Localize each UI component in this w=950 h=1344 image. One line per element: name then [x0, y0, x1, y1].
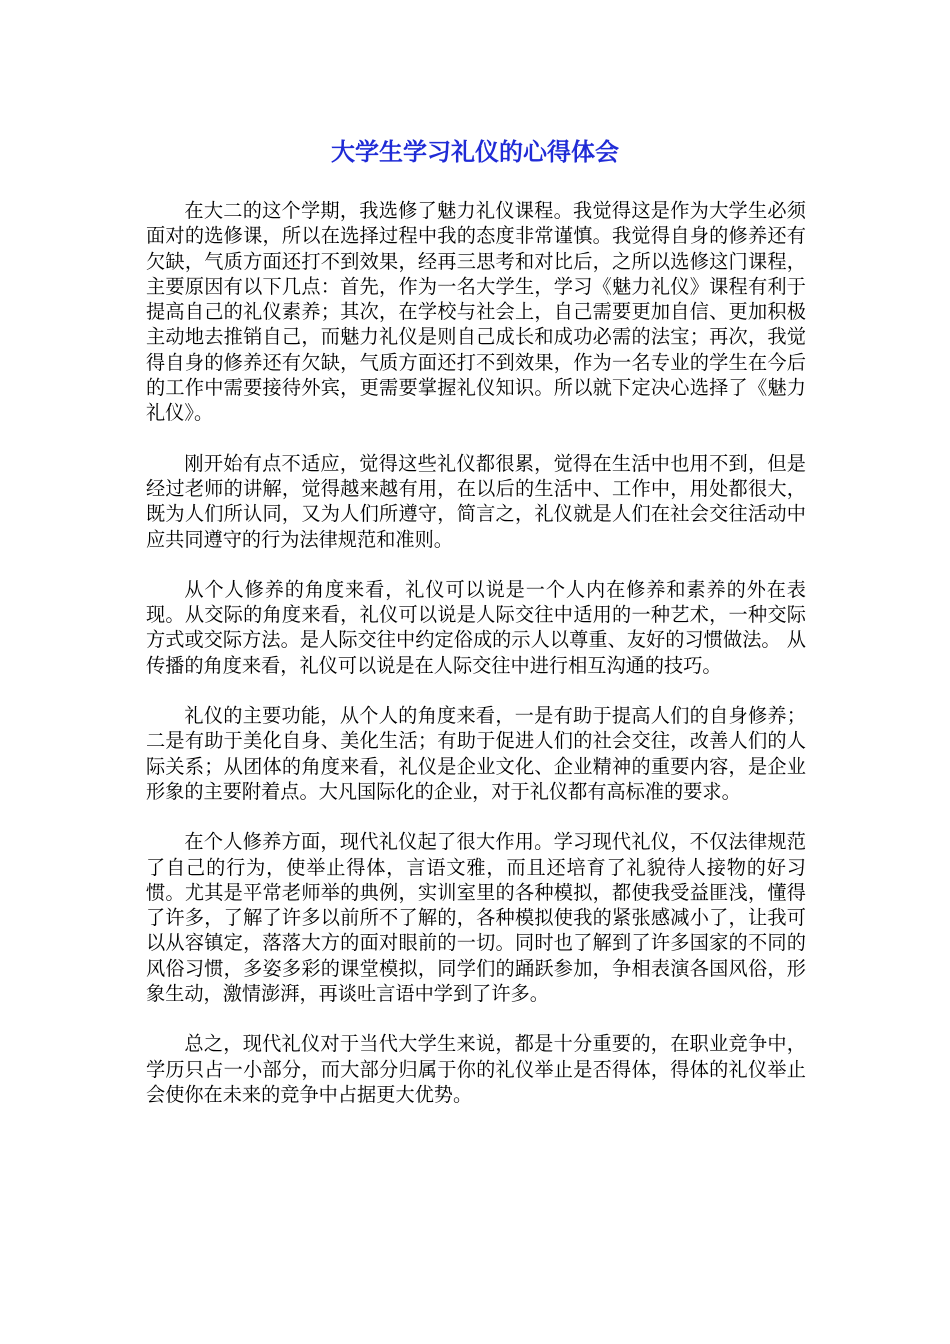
document-title: 大学生学习礼仪的心得体会: [331, 138, 619, 166]
paragraph-5: 在个人修养方面，现代礼仪起了很大作用。学习现代礼仪，不仅法律规范了自己的行为，使举止得体，言语文雅，而且还培育了礼貌待人接物的好习惯。尤其是平常老师举的典例，实训室里的各种模拟，都使我受益匪浅，懂得了许多，了解了许多以前所不了解的，各种模拟使我的紧张感减小了，让我可以从容镇定，落落大方的面对眼前的一切。同时也了解到了许多国家的不同的风俗习惯，多姿多彩的课堂模拟，同学们的踊跃参加，争相表演各国风俗，形象生动，激情澎湃，再谈吐言语中学到了许多。: [146, 830, 806, 1006]
paragraph-4: 礼仪的主要功能，从个人的角度来看，一是有助于提高人们的自身修养；二是有助于美化自身、美化生活；有助于促进人们的社会交往，改善人们的人际关系；从团体的角度来看，礼仪是企业文化、企业精神的重要内容，是企业形象的主要附着点。大凡国际化的企业，对于礼仪都有高标准的要求。: [146, 704, 806, 803]
document-body: [146, 198, 806, 1132]
paragraph-3: 从个人修养的角度来看，礼仪可以说是一个人内在修养和素养的外在表现。从交际的角度来看，礼仪可以说是人际交往中适用的一种艺术，一种交际方式或交际方法。是人际交往中约定俗成的示人以尊重、友好的习惯做法。 从传播的角度来看，礼仪可以说是在人际交往中进行相互沟通的技巧。: [146, 577, 806, 677]
paragraph-2: 刚开始有点不适应，觉得这些礼仪都很累，觉得在生活中也用不到，但是经过老师的讲解，觉得越来越有用，在以后的生活中、工作中，用处都很大，既为人们所认同，又为人们所遵守，简言之，礼仪就是人们在社会交往活动中应共同遵守的行为法律规范和准则。: [146, 451, 806, 551]
paragraph-6: 总之，现代礼仪对于当代大学生来说，都是十分重要的，在职业竞争中，学历只占一小部分，而大部分归属于你的礼仪举止是否得体，得体的礼仪举止会使你在未来的竞争中占据更大优势。: [146, 1032, 806, 1106]
paragraph-1: 在大二的这个学期，我选修了魅力礼仪课程。我觉得这是作为大学生必须面对的选修课，所以在选择过程中我的态度非常谨慎。我觉得自身的修养还有欠缺，气质方面还打不到效果，经再三思考和对比后，之所以选修这门课程，主要原因有以下几点：首先，作为一名大学生，学习《魅力礼仪》课程有利于提高自己的礼仪素养；其次，在学校与社会上，自己需要更加自信、更加积极主动地去推销自己，而魅力礼仪是则自己成长和成功必需的法宝；再次，我觉得自身的修养还有欠缺，气质方面还打不到效果，作为一名专业的学生在今后的工作中需要接待外宾，更需要掌握礼仪知识。所以就下定决心选择了《魅力礼仪》。: [146, 199, 806, 425]
